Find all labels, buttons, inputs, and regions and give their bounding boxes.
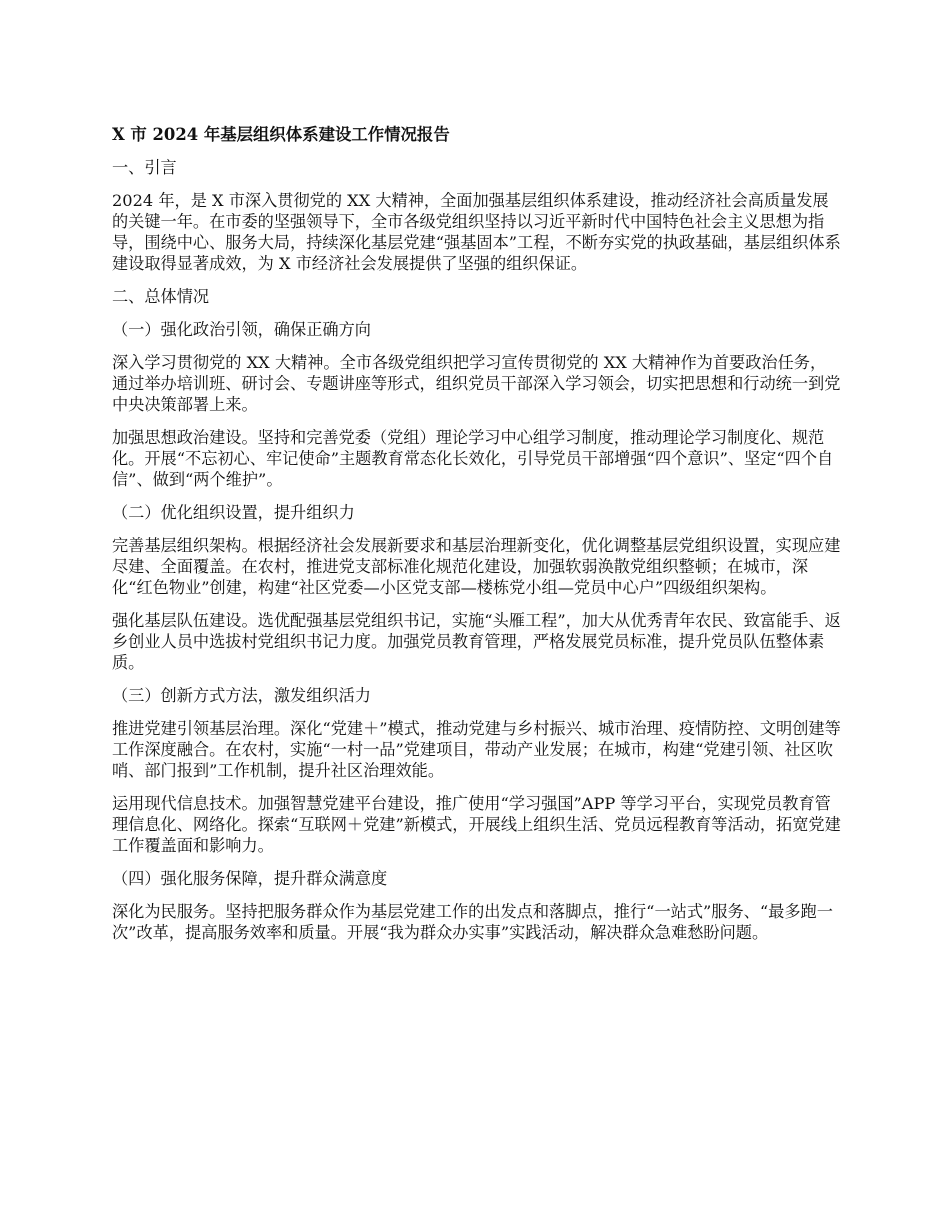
paragraph-1-1: 深入学习贯彻党的 XX 大精神。全市各级党组织把学习宣传贯彻党的 XX 大精神作为首要政治任务，通过举办培训班、研讨会、专题讲座等形式，组织党员干部深入学习领会，切实把思想和行动统一到党中央决策部署上来。	[112, 353, 841, 414]
paragraph-2-2: 强化基层队伍建设。选优配强基层党组织书记，实施“头雁工程”，加大从优秀青年农民、致富能手、返乡创业人员中选拔村党组织书记力度。加强党员教育管理，严格发展党员标准，提升党员队伍整体素质。	[112, 611, 841, 672]
document-title: X 市 2024 年基层组织体系建设工作情况报告	[112, 125, 450, 144]
paragraph-3-2: 运用现代信息技术。加强智慧党建平台建设，推广使用“学习强国”APP 等学习平台，实现党员教育管理信息化、网络化。探索“互联网＋党建”新模式，开展线上组织生活、党员远程教育等活动，拓宽党建工作覆盖面和影响力。	[112, 794, 841, 855]
subsection-heading-1: （一）强化政治引领，确保正确方向	[112, 320, 371, 339]
paragraph-3-1: 推进党建引领基层治理。深化“党建＋”模式，推动党建与乡村振兴、城市治理、疫情防控、文明创建等工作深度融合。在农村，实施“一村一品”党建项目，带动产业发展；在城市，构建“党建引领、社区吹哨、部门报到”工作机制，提升社区治理效能。	[112, 719, 841, 780]
paragraph-4-1: 深化为民服务。坚持把服务群众作为基层党建工作的出发点和落脚点，推行“一站式”服务、“最多跑一次”改革，提高服务效率和质量。开展“我为群众办实事”实践活动，解决群众急难愁盼问题。	[112, 902, 833, 942]
subsection-heading-4: （四）强化服务保障，提升群众满意度	[112, 869, 388, 888]
paragraph-2-1: 完善基层组织架构。根据经济社会发展新要求和基层治理新变化，优化调整基层党组织设置，实现应建尽建、全面覆盖。在农村，推进党支部标准化规范化建设，加强软弱涣散党组织整顿；在城市，深化“红色物业”创建，构建“社区党委—小区党支部—楼栋党小组—党员中心户”四级组织架构。	[112, 536, 841, 597]
subsection-heading-2: （二）优化组织设置，提升组织力	[112, 503, 355, 522]
paragraph-1-2: 加强思想政治建设。坚持和完善党委（党组）理论学习中心组学习制度，推动理论学习制度化、规范化。开展“不忘初心、牢记使命”主题教育常态化长效化，引导党员干部增强“四个意识”、坚定“四个自信”、做到“两个维护”。	[112, 428, 834, 489]
paragraph-intro: 2024 年，是 X 市深入贯彻党的 XX 大精神，全面加强基层组织体系建设，推动经济社会高质量发展的关键一年。在市委的坚强领导下，全市各级党组织坚持以习近平新时代中国特色社会主义思想为指导，围绕中心、服务大局，持续深化基层党建“强基固本”工程，不断夯实党的执政基础，基层组织体系建设取得显著成效，为 X 市经济社会发展提供了坚强的组织保证。	[112, 191, 841, 273]
section-heading-overview: 二、总体情况	[112, 287, 210, 306]
subsection-heading-3: （三）创新方式方法，激发组织活力	[112, 686, 371, 705]
section-heading-intro: 一、引言	[112, 158, 177, 177]
